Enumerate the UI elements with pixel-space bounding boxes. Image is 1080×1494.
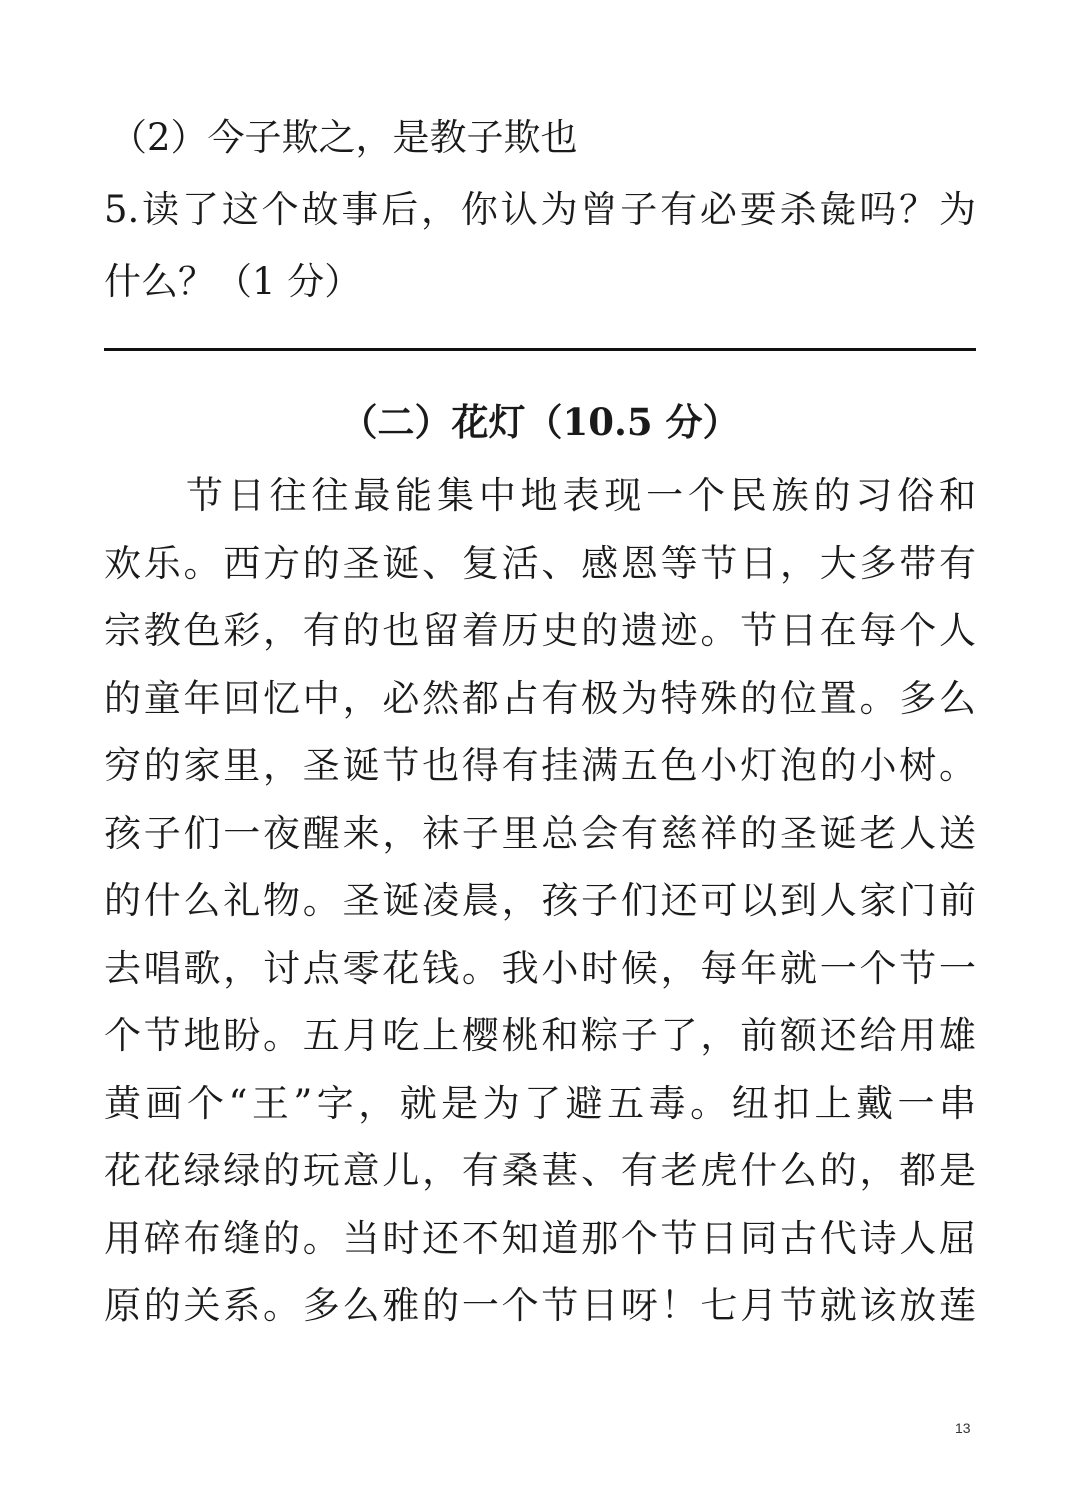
passage-line: 黄画个“王”字，就是为了避五毒。纽扣上戴一串 <box>104 1081 976 1125</box>
question-5-line-2: 什么？（1 分） <box>104 260 362 303</box>
passage-line: 节日往往最能集中地表现一个民族的习俗和 <box>186 474 976 517</box>
passage-line: 个节地盼。五月吃上樱桃和粽子了，前额还给用雄 <box>104 1014 976 1057</box>
passage <box>104 462 976 1340</box>
passage-line: 的什么礼物。圣诞凌晨，孩子们还可以到人家门前 <box>104 879 976 922</box>
section-title: （二）花灯（10.5 分） <box>340 400 740 444</box>
passage-line: 欢乐。西方的圣诞、复活、感恩等节日，大多带有 <box>104 541 976 585</box>
question-sub-item-2: （2）今子欺之，是教子欺也 <box>110 116 578 159</box>
question-5-line-1: 5.读了这个故事后，你认为曾子有必要杀彘吗？为 <box>104 188 976 231</box>
passage-line: 的童年回忆中，必然都占有极为特殊的位置。多么 <box>104 676 976 720</box>
passage-line: 去唱歌，讨点零花钱。我小时候，每年就一个节一 <box>104 946 976 990</box>
passage-line: 用碎布缝的。当时还不知道那个节日同古代诗人屈 <box>104 1216 976 1260</box>
passage-line: 原的关系。多么雅的一个节日呀！七月节就该放莲 <box>104 1284 976 1327</box>
passage-line: 穷的家里，圣诞节也得有挂满五色小灯泡的小树。 <box>104 744 976 787</box>
page-number: 13 <box>955 1420 971 1436</box>
passage-line: 孩子们一夜醒来，袜子里总会有慈祥的圣诞老人送 <box>104 811 976 855</box>
passage-line: 花花绿绿的玩意儿，有桑葚、有老虎什么的，都是 <box>104 1149 976 1192</box>
passage-line: 宗教色彩，有的也留着历史的遗迹。节日在每个人 <box>104 609 976 652</box>
answer-blank-line <box>104 348 976 351</box>
